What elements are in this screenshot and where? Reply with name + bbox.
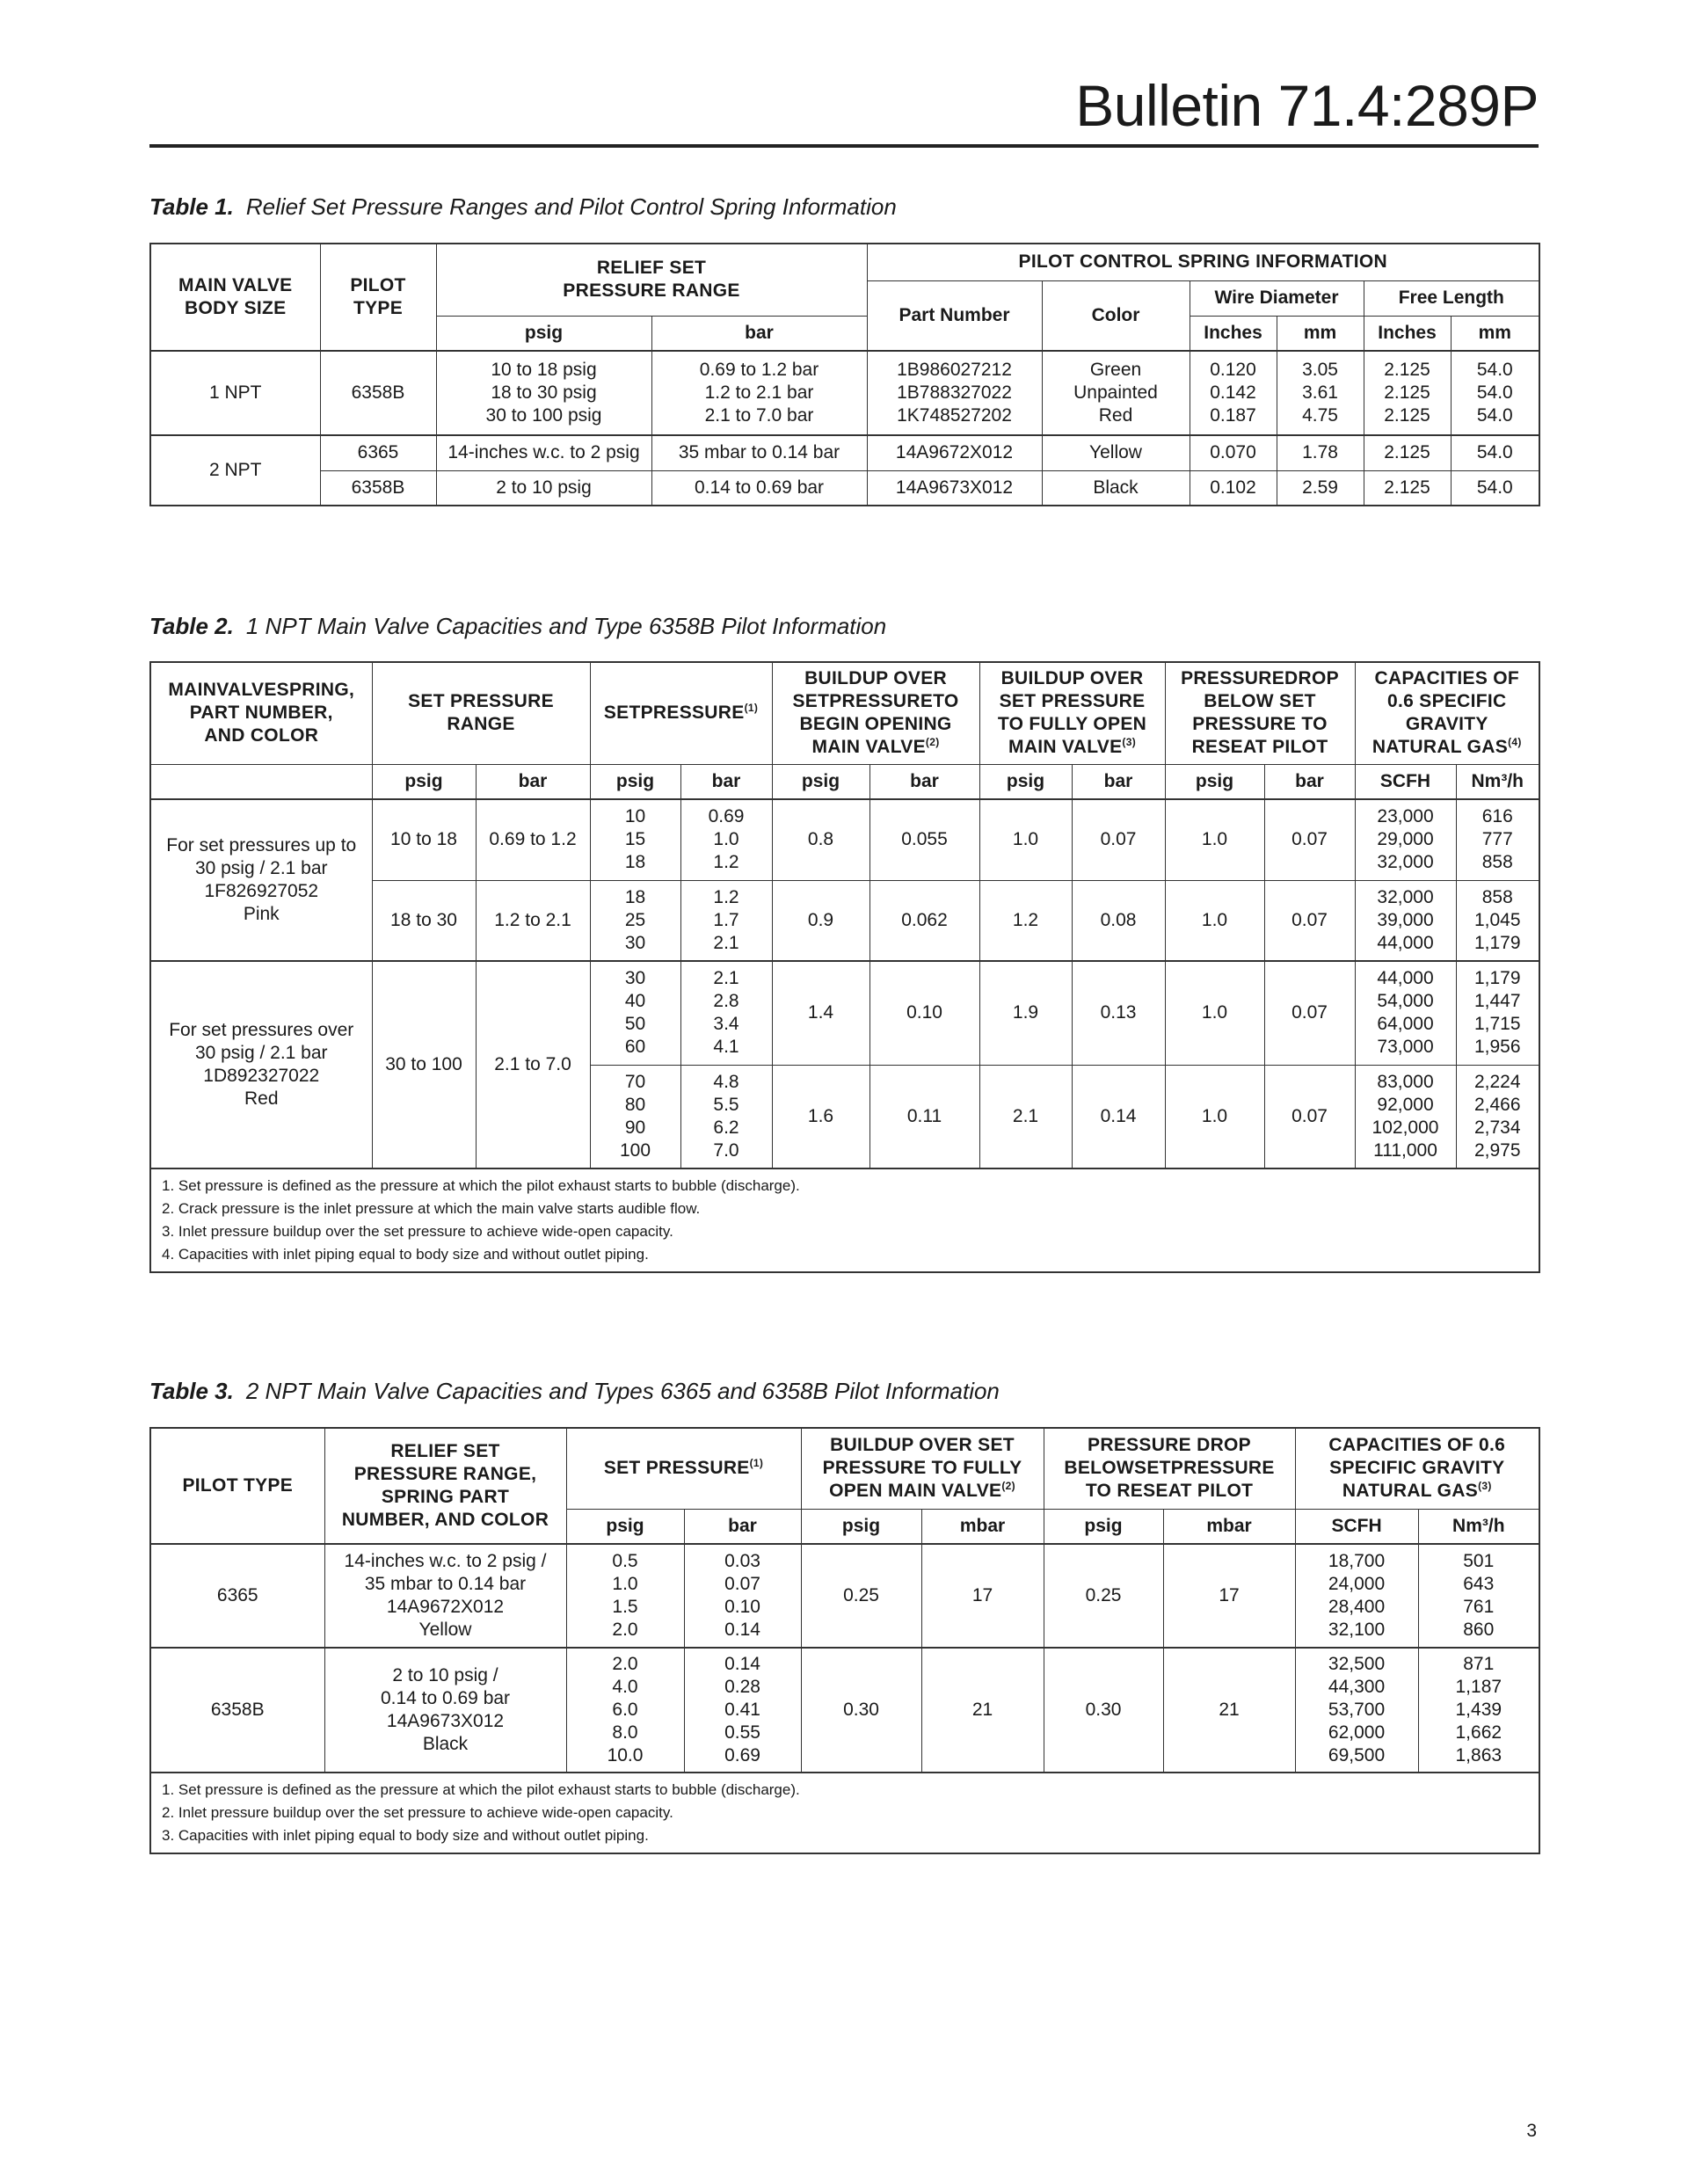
table1: [149, 243, 1540, 506]
t2-header-psig: psig: [772, 764, 869, 799]
t2-range-bar: 2.1 to 7.0: [476, 961, 590, 1168]
t1-header-free-length: Free Length: [1364, 280, 1539, 316]
t1-color: Green Unpainted Red: [1042, 351, 1190, 435]
t2-drop-psig: 1.0: [1165, 799, 1264, 880]
t2-header-range: SET PRESSURE RANGE: [372, 662, 590, 764]
t2-header-bar: bar: [1264, 764, 1355, 799]
t1-body-size: 1 NPT: [150, 351, 320, 435]
t2-scfh: 32,000 39,000 44,000: [1355, 880, 1456, 961]
t3-drop-mbar: 21: [1163, 1648, 1295, 1773]
t2-drop-bar: 0.07: [1264, 1065, 1355, 1168]
table-row: [150, 1544, 1539, 1648]
t2-buildup-full-bar: 0.07: [1072, 799, 1165, 880]
t2-header-psig: psig: [590, 764, 680, 799]
table2-caption-label: Table 2.: [149, 613, 234, 639]
t1-body-size: 2 NPT: [150, 435, 320, 506]
t3-buildup-mbar: 17: [921, 1544, 1044, 1648]
t2-header-psig: psig: [979, 764, 1072, 799]
t1-part-number: 1B986027212 1B788327022 1K748527202: [867, 351, 1042, 435]
t2-header-psig: psig: [372, 764, 476, 799]
page-number: 3: [1526, 2121, 1537, 2141]
t2-range-bar: 1.2 to 2.1: [476, 880, 590, 961]
t2-footnotes: [150, 1168, 1539, 1272]
t1-header-inches: Inches: [1190, 316, 1277, 351]
t2-buildup-full-psig: 2.1: [979, 1065, 1072, 1168]
t2-buildup-open-psig: 0.8: [772, 799, 869, 880]
t3-header-set-pressure: [566, 1428, 801, 1509]
t2-set-bar: 0.69 1.0 1.2: [680, 799, 772, 880]
t2-set-bar: 4.8 5.5 6.2 7.0: [680, 1065, 772, 1168]
t2-header-bar: bar: [680, 764, 772, 799]
t3-header-mbar: mbar: [921, 1509, 1044, 1544]
t1-part-number: 14A9673X012: [867, 470, 1042, 506]
t3-buildup-mbar: 21: [921, 1648, 1044, 1773]
footnote-ref: (3): [1122, 736, 1136, 749]
t1-header-mm: mm: [1277, 316, 1364, 351]
footnote-ref: (1): [749, 1457, 764, 1470]
footnote-ref: (4): [1508, 736, 1522, 749]
t2-header-buildup-full: [979, 662, 1165, 764]
t3-header-capacities-label: CAPACITIES OF 0.6 SPECIFIC GRAVITY NATURAL GAS: [1328, 1435, 1506, 1502]
t2-header-set-pressure: [590, 662, 772, 764]
footnote: 1. Set pressure is defined as the pressure at which the pilot exhaust starts to bubble (discharge).: [162, 1781, 800, 1798]
t3-scfh: 32,500 44,300 53,700 62,000 69,500: [1295, 1648, 1418, 1773]
t3-header-psig: psig: [801, 1509, 921, 1544]
t3-header-capacities: [1295, 1428, 1539, 1509]
t1-header-relief-set: RELIEF SET PRESSURE RANGE: [436, 244, 867, 316]
t2-nm3: 858 1,045 1,179: [1456, 880, 1539, 961]
bulletin-title: Bulletin 71.4:289P: [1075, 73, 1539, 138]
t1-psig-range: 14-inches w.c. to 2 psig: [436, 435, 651, 470]
t2-buildup-open-bar: 0.062: [869, 880, 979, 961]
t2-range-bar: 0.69 to 1.2: [476, 799, 590, 880]
t1-header-spring-info: PILOT CONTROL SPRING INFORMATION: [867, 244, 1539, 280]
t2-header-scfh: SCFH: [1355, 764, 1456, 799]
t2-set-bar: 1.2 1.7 2.1: [680, 880, 772, 961]
footnote: 2. Inlet pressure buildup over the set pressure to achieve wide-open capacity.: [162, 1804, 673, 1821]
table3-caption-text: 2 NPT Main Valve Capacities and Types 6365 and 6358B Pilot Information: [245, 1378, 1000, 1404]
t3-header-buildup-label: BUILDUP OVER SET PRESSURE TO FULLY OPEN MAIN VALVE: [822, 1435, 1022, 1502]
table1-caption-label: Table 1.: [149, 193, 234, 220]
footnote-ref: (1): [744, 702, 759, 715]
table1-caption: [149, 193, 897, 221]
t2-set-bar: 2.1 2.8 3.4 4.1: [680, 961, 772, 1065]
t2-scfh: 44,000 54,000 64,000 73,000: [1355, 961, 1456, 1065]
t2-header-buildup-open-label: BUILDUP OVER SETPRESSURETO BEGIN OPENING MAIN VALVE: [792, 668, 959, 758]
t3-relief-info: 2 to 10 psig / 0.14 to 0.69 bar 14A9673X012 Black: [324, 1648, 566, 1773]
t2-header-psig: psig: [1165, 764, 1264, 799]
t2-header-bar: bar: [1072, 764, 1165, 799]
t1-wire-mm: 3.05 3.61 4.75: [1277, 351, 1364, 435]
t2-header-capacities: [1355, 662, 1539, 764]
footnote: 1. Set pressure is defined as the pressure at which the pilot exhaust starts to bubble (discharge).: [162, 1177, 800, 1194]
t2-drop-bar: 0.07: [1264, 799, 1355, 880]
t1-header-inches: Inches: [1364, 316, 1451, 351]
t2-drop-psig: 1.0: [1165, 1065, 1264, 1168]
t2-range-psig: 18 to 30: [372, 880, 476, 961]
t1-part-number: 14A9672X012: [867, 435, 1042, 470]
t3-set-psig: 2.0 4.0 6.0 8.0 10.0: [566, 1648, 684, 1773]
t1-wire-mm: 2.59: [1277, 470, 1364, 506]
t3-pilot-type: 6365: [150, 1544, 324, 1648]
t2-buildup-full-psig: 1.2: [979, 880, 1072, 961]
t2-header-buildup-open: [772, 662, 979, 764]
t3-header-set-pressure-label: SET PRESSURE: [603, 1458, 750, 1479]
t1-free-mm: 54.0: [1451, 435, 1539, 470]
t2-set-psig: 30 40 50 60: [590, 961, 680, 1065]
t2-buildup-full-bar: 0.08: [1072, 880, 1165, 961]
t3-drop-mbar: 17: [1163, 1544, 1295, 1648]
table-row: [150, 435, 1539, 470]
t2-set-psig: 18 25 30: [590, 880, 680, 961]
t2-nm3: 1,179 1,447 1,715 1,956: [1456, 961, 1539, 1065]
t1-bar-range: 35 mbar to 0.14 bar: [651, 435, 867, 470]
t2-header-drop: PRESSUREDROP BELOW SET PRESSURE TO RESEAT PILOT: [1165, 662, 1355, 764]
table3: [149, 1427, 1540, 1854]
table-row: [150, 961, 1539, 1065]
t2-header-capacities-label: CAPACITIES OF 0.6 SPECIFIC GRAVITY NATURAL GAS: [1372, 668, 1520, 758]
t1-header-part-number: Part Number: [867, 280, 1042, 351]
t2-buildup-full-bar: 0.13: [1072, 961, 1165, 1065]
t3-header-buildup: [801, 1428, 1044, 1509]
table-row: [150, 1648, 1539, 1773]
t3-buildup-psig: 0.25: [801, 1544, 921, 1648]
t3-scfh: 18,700 24,000 28,400 32,100: [1295, 1544, 1418, 1648]
t1-pilot-type: 6365: [320, 435, 436, 470]
footnote: 3. Capacities with inlet piping equal to body size and without outlet piping.: [162, 1827, 649, 1844]
t2-header-spring-blank: [150, 764, 372, 799]
t1-header-psig: psig: [436, 316, 651, 351]
t1-psig-range: 10 to 18 psig 18 to 30 psig 30 to 100 psig: [436, 351, 651, 435]
t3-buildup-psig: 0.30: [801, 1648, 921, 1773]
t1-free-inches: 2.125 2.125 2.125: [1364, 351, 1451, 435]
t2-header-bar: bar: [869, 764, 979, 799]
table-row: [150, 799, 1539, 880]
t2-buildup-open-bar: 0.10: [869, 961, 979, 1065]
t2-nm3: 2,224 2,466 2,734 2,975: [1456, 1065, 1539, 1168]
t1-header-mm: mm: [1451, 316, 1539, 351]
t1-free-mm: 54.0: [1451, 470, 1539, 506]
t3-pilot-type: 6358B: [150, 1648, 324, 1773]
t2-buildup-full-psig: 1.9: [979, 961, 1072, 1065]
t1-header-wire-diameter: Wire Diameter: [1190, 280, 1364, 316]
table-row: [150, 351, 1539, 435]
t2-header-spring: MAINVALVESPRING, PART NUMBER, AND COLOR: [150, 662, 372, 764]
t3-header-drop: PRESSURE DROP BELOWSETPRESSURE TO RESEAT PILOT: [1044, 1428, 1295, 1509]
table1-caption-text: Relief Set Pressure Ranges and Pilot Control Spring Information: [245, 193, 897, 220]
t1-header-bar: bar: [651, 316, 867, 351]
t1-header-body-size: MAIN VALVE BODY SIZE: [150, 244, 320, 351]
footnote: 3. Inlet pressure buildup over the set pressure to achieve wide-open capacity.: [162, 1223, 673, 1240]
t3-header-mbar: mbar: [1163, 1509, 1295, 1544]
table-row: [150, 470, 1539, 506]
t1-psig-range: 2 to 10 psig: [436, 470, 651, 506]
t2-drop-bar: 0.07: [1264, 961, 1355, 1065]
footnote: 2. Crack pressure is the inlet pressure at which the main valve starts audible flow.: [162, 1200, 701, 1217]
t2-buildup-full-psig: 1.0: [979, 799, 1072, 880]
t2-set-psig: 70 80 90 100: [590, 1065, 680, 1168]
t3-nm3: 501 643 761 860: [1418, 1544, 1539, 1648]
t3-drop-psig: 0.25: [1044, 1544, 1163, 1648]
t2-drop-bar: 0.07: [1264, 880, 1355, 961]
t2-buildup-full-bar: 0.14: [1072, 1065, 1165, 1168]
t2-scfh: 23,000 29,000 32,000: [1355, 799, 1456, 880]
t2-nm3: 616 777 858: [1456, 799, 1539, 880]
footnote-ref: (2): [1001, 1480, 1015, 1493]
t3-header-psig: psig: [566, 1509, 684, 1544]
t2-buildup-open-psig: 1.4: [772, 961, 869, 1065]
table3-caption: [149, 1378, 1000, 1405]
t3-drop-psig: 0.30: [1044, 1648, 1163, 1773]
header-rule: [149, 144, 1539, 148]
t1-wire-inches: 0.120 0.142 0.187: [1190, 351, 1277, 435]
t1-color: Yellow: [1042, 435, 1190, 470]
t3-header-pilot-type: PILOT TYPE: [150, 1428, 324, 1544]
t3-relief-info: 14-inches w.c. to 2 psig / 35 mbar to 0.14 bar 14A9672X012 Yellow: [324, 1544, 566, 1648]
t2-set-psig: 10 15 18: [590, 799, 680, 880]
t2-spring-info: For set pressures over 30 psig / 2.1 bar 1D892327022 Red: [150, 961, 372, 1168]
t1-free-inches: 2.125: [1364, 470, 1451, 506]
t2-buildup-open-bar: 0.11: [869, 1065, 979, 1168]
t3-footnotes: [150, 1773, 1539, 1853]
t3-header-bar: bar: [684, 1509, 801, 1544]
t2-header-buildup-full-label: BUILDUP OVER SET PRESSURE TO FULLY OPEN MAIN VALVE: [997, 668, 1147, 758]
t2-scfh: 83,000 92,000 102,000 111,000: [1355, 1065, 1456, 1168]
t1-color: Black: [1042, 470, 1190, 506]
t3-header-relief: RELIEF SET PRESSURE RANGE, SPRING PART NUMBER, AND COLOR: [324, 1428, 566, 1544]
t2-buildup-open-psig: 1.6: [772, 1065, 869, 1168]
t1-free-inches: 2.125: [1364, 435, 1451, 470]
t2-range-psig: 10 to 18: [372, 799, 476, 880]
t3-set-psig: 0.5 1.0 1.5 2.0: [566, 1544, 684, 1648]
t2-buildup-open-psig: 0.9: [772, 880, 869, 961]
t3-set-bar: 0.03 0.07 0.10 0.14: [684, 1544, 801, 1648]
t1-pilot-type: 6358B: [320, 351, 436, 435]
t3-header-nm3: Nm³/h: [1418, 1509, 1539, 1544]
t2-range-psig: 30 to 100: [372, 961, 476, 1168]
t2-spring-info: For set pressures up to 30 psig / 2.1 bar 1F826927052 Pink: [150, 799, 372, 961]
t2-header-bar: bar: [476, 764, 590, 799]
t3-nm3: 871 1,187 1,439 1,662 1,863: [1418, 1648, 1539, 1773]
t2-drop-psig: 1.0: [1165, 880, 1264, 961]
t1-free-mm: 54.0 54.0 54.0: [1451, 351, 1539, 435]
t1-wire-inches: 0.070: [1190, 435, 1277, 470]
table2: [149, 661, 1540, 1273]
t1-pilot-type: 6358B: [320, 470, 436, 506]
t3-header-psig: psig: [1044, 1509, 1163, 1544]
table2-caption-text: 1 NPT Main Valve Capacities and Type 6358B Pilot Information: [245, 613, 887, 639]
t2-header-set-pressure-label: SETPRESSURE: [603, 703, 745, 724]
t1-bar-range: 0.14 to 0.69 bar: [651, 470, 867, 506]
t1-header-color: Color: [1042, 280, 1190, 351]
t3-set-bar: 0.14 0.28 0.41 0.55 0.69: [684, 1648, 801, 1773]
footnote-ref: (2): [925, 736, 940, 749]
t2-drop-psig: 1.0: [1165, 961, 1264, 1065]
table3-caption-label: Table 3.: [149, 1378, 234, 1404]
footnote: 4. Capacities with inlet piping equal to body size and without outlet piping.: [162, 1246, 649, 1263]
t1-wire-inches: 0.102: [1190, 470, 1277, 506]
t2-header-nm3: Nm³/h: [1456, 764, 1539, 799]
t3-header-scfh: SCFH: [1295, 1509, 1418, 1544]
footnote-ref: (3): [1478, 1480, 1492, 1493]
t1-bar-range: 0.69 to 1.2 bar 1.2 to 2.1 bar 2.1 to 7.0 bar: [651, 351, 867, 435]
t1-wire-mm: 1.78: [1277, 435, 1364, 470]
table2-caption: [149, 613, 886, 640]
t1-header-pilot-type: PILOT TYPE: [320, 244, 436, 351]
t2-buildup-open-bar: 0.055: [869, 799, 979, 880]
